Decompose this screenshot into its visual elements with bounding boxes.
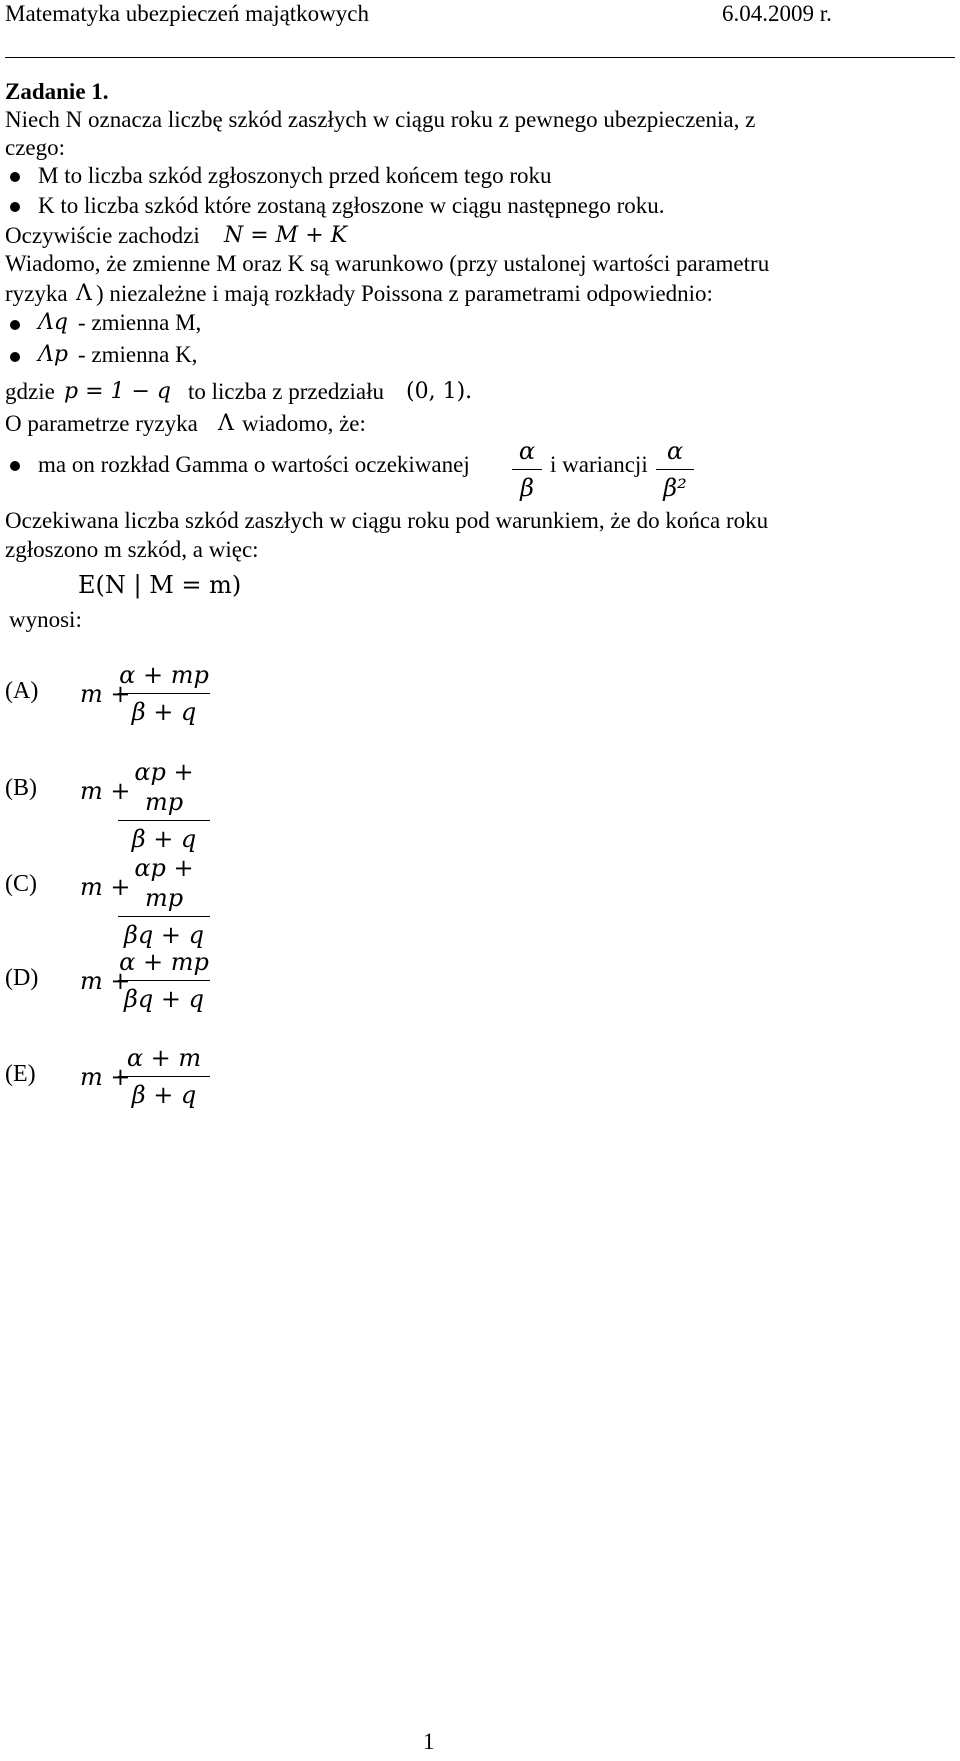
bullet-text: - zmienna K, bbox=[78, 342, 198, 367]
bullet-text: ma on rozkład Gamma o wartości oczekiwanej bbox=[38, 452, 470, 477]
option-prefix: m + bbox=[80, 967, 131, 995]
task-heading: Zadanie 1. bbox=[5, 79, 109, 104]
header-date: 6.04.2009 r. bbox=[722, 1, 832, 26]
formula: Λq bbox=[38, 310, 68, 335]
option-label: (B) bbox=[5, 775, 37, 801]
option-prefix: m + bbox=[80, 873, 131, 901]
option-label: (C) bbox=[5, 871, 37, 897]
bullet-dot bbox=[10, 172, 20, 182]
fraction-bar bbox=[118, 693, 210, 694]
bullet-dot bbox=[10, 352, 20, 362]
fraction-variance bbox=[656, 436, 694, 503]
lambda-symbol: Λ bbox=[218, 411, 234, 436]
answer-option[interactable] bbox=[0, 947, 300, 1027]
option-label: (A) bbox=[5, 678, 39, 704]
numerator: α + mp bbox=[119, 661, 209, 689]
option-label: (D) bbox=[5, 965, 39, 991]
lambda-symbol: Λ bbox=[76, 281, 92, 306]
answer-option[interactable] bbox=[0, 757, 300, 853]
option-label: (E) bbox=[5, 1061, 36, 1087]
fraction-bar bbox=[118, 980, 210, 981]
paragraph-line: O parametrze ryzyka bbox=[5, 411, 198, 436]
option-fraction bbox=[118, 1043, 210, 1110]
paragraph-line: Oczekiwana liczba szkód zaszłych w ciągu roku pod warunkiem, że do końca roku bbox=[5, 508, 769, 533]
answer-option[interactable] bbox=[0, 660, 300, 740]
denominator: βq + q bbox=[124, 921, 204, 949]
bullet-text: K to liczba szkód które zostaną zgłoszone w ciągu następnego roku. bbox=[38, 193, 665, 218]
option-fraction bbox=[118, 660, 210, 727]
paragraph-line: czego: bbox=[5, 135, 66, 160]
numerator: α + mp bbox=[119, 948, 209, 976]
formula: Λp bbox=[38, 342, 68, 367]
denominator: β² bbox=[663, 474, 687, 502]
page-number: 1 bbox=[423, 1729, 435, 1754]
option-prefix: m + bbox=[80, 777, 131, 805]
paragraph-line: wiadomo, że: bbox=[242, 411, 366, 436]
formula: p = 1 − q bbox=[64, 379, 172, 404]
paragraph-line: Wiadomo, że zmienne M oraz K są warunkowo (przy ustalonej wartości parametru bbox=[5, 251, 770, 276]
expectation-formula: E(N | M = m) bbox=[78, 571, 242, 599]
paragraph-line: ) niezależne i mają rozkłady Poissona z parametrami odpowiednio: bbox=[96, 281, 713, 306]
fraction-bar bbox=[656, 469, 694, 470]
header-rule bbox=[5, 57, 955, 58]
bullet-dot bbox=[10, 202, 20, 212]
numerator: α bbox=[666, 437, 684, 465]
fraction-bar bbox=[118, 916, 210, 917]
option-prefix: m + bbox=[80, 680, 131, 708]
paragraph-line: zgłoszono m szkód, a więc: bbox=[5, 537, 259, 562]
bullet-dot bbox=[10, 461, 20, 471]
formula: (0, 1). bbox=[406, 379, 473, 404]
denominator: β bbox=[520, 474, 534, 502]
formula: N = M + K bbox=[224, 223, 348, 248]
option-prefix: m + bbox=[80, 1063, 131, 1091]
option-fraction bbox=[118, 853, 210, 950]
bullet-dot bbox=[10, 320, 20, 330]
fraction-bar bbox=[118, 1076, 210, 1077]
numerator: α + m bbox=[126, 1044, 202, 1072]
denominator: β + q bbox=[131, 698, 197, 726]
paragraph-line: gdzie bbox=[5, 379, 55, 404]
numerator: α bbox=[518, 437, 536, 465]
option-fraction bbox=[118, 947, 210, 1014]
denominator: β + q bbox=[131, 1081, 197, 1109]
numerator: αp + mp bbox=[134, 854, 194, 912]
option-fraction bbox=[118, 757, 210, 854]
bullet-text: i wariancji bbox=[550, 452, 648, 477]
paragraph-line: Oczywiście zachodzi bbox=[5, 223, 200, 248]
answer-option[interactable] bbox=[0, 853, 300, 949]
header-title: Matematyka ubezpieczeń majątkowych bbox=[5, 1, 370, 26]
fraction-expected bbox=[512, 436, 542, 503]
paragraph-line: wynosi: bbox=[9, 607, 82, 632]
fraction-bar bbox=[512, 469, 542, 470]
bullet-text: M to liczba szkód zgłoszonych przed końcem tego roku bbox=[38, 163, 552, 188]
numerator: αp + mp bbox=[134, 758, 194, 816]
denominator: βq + q bbox=[124, 985, 204, 1013]
denominator: β + q bbox=[131, 825, 197, 853]
paragraph-line: ryzyka bbox=[5, 281, 68, 306]
paragraph-line: Niech N oznacza liczbę szkód zaszłych w ciągu roku z pewnego ubezpieczenia, z bbox=[5, 107, 756, 132]
paragraph-line: to liczba z przedziału bbox=[188, 379, 385, 404]
answer-option[interactable] bbox=[0, 1043, 300, 1123]
fraction-bar bbox=[118, 820, 210, 821]
bullet-text: - zmienna M, bbox=[78, 310, 202, 335]
